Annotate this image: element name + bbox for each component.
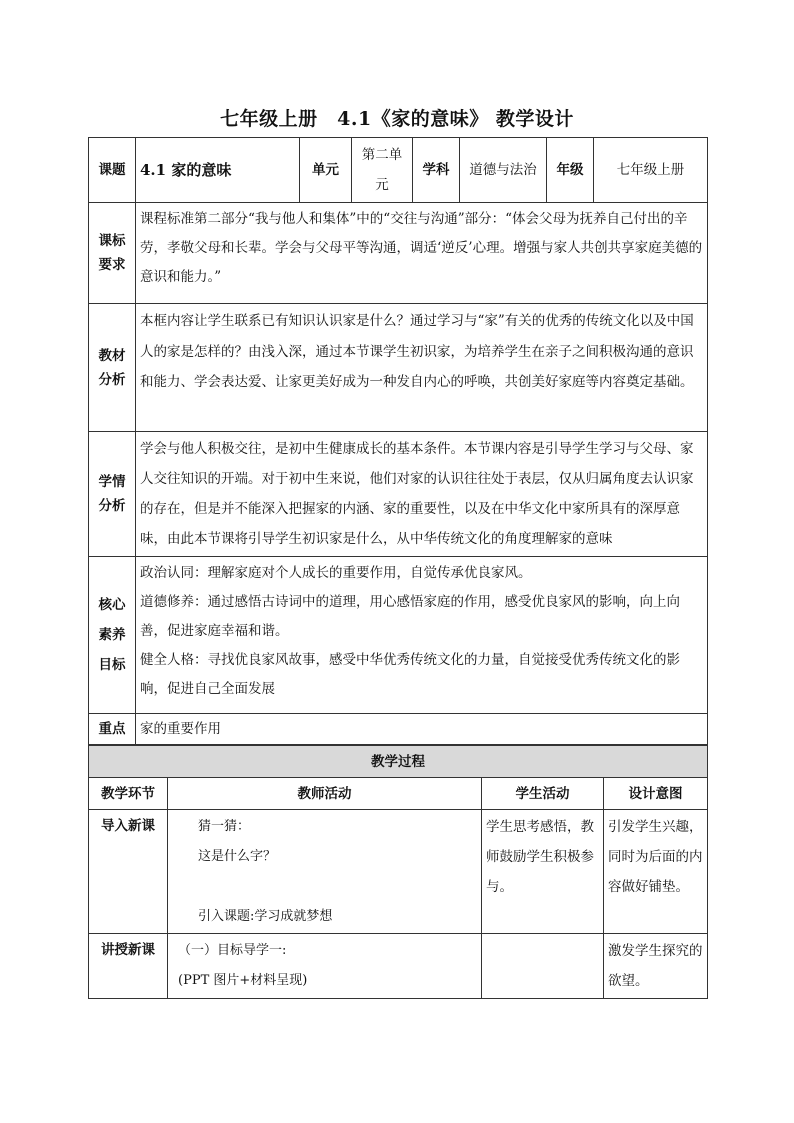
process-header-row [89,778,708,810]
subject-value: 道德与法治 [460,138,547,203]
topic-value: 4.1 家的意味 [136,138,300,203]
standard-text: 课程标准第二部分“我与他人和集体”中的“交往与沟通”部分：“体会父母为抚养自己付出的辛劳，孝敬父母和长辈。学会与父母平等沟通，调适‘逆反’心理。增强与家人共创共享家庭美德的意识和能力。” [136,203,708,304]
teacher-line: 这是什么字？ [198,849,277,864]
info-row [89,138,708,203]
process-title-row [89,746,708,778]
subject-label: 学科 [413,138,460,203]
grade-label: 年级 [547,138,594,203]
goal-personality: 健全人格：寻找优良家风故事，感受中华优秀传统文化的力量，自觉接受优秀传统文化的影响，促进自己全面发展 [140,652,680,697]
core-literacy-row [89,557,708,714]
teacher-activity-intro [168,810,482,934]
stage-new-lesson: 讲授新课 [89,934,168,999]
teacher-line: (PPT 图片+材料呈现) [178,973,308,988]
unit-value: 第二单元 [352,138,413,203]
goal-moral: 道德修养：通过感悟古诗词中的道理，用心感悟家庭的作用，感受优良家风的影响，向上向善，促进家庭幸福和谐。 [140,594,680,639]
header-teacher: 教师活动 [168,778,482,810]
key-point-label: 重点 [89,714,136,745]
teacher-line: 猜一猜： [198,819,251,834]
textbook-label: 教材 分析 [89,304,136,432]
lesson-info-table [88,137,708,776]
intent-intro: 引发学生兴趣，同时为后面的内容做好铺垫。 [604,810,708,934]
difficult-point-text: 家风的作用 [136,745,708,776]
student-analysis-text: 学会与他人积极交往，是初中生健康成长的基本条件。本节课内容是引导学生学习与父母、家人交往知识的开端。对于初中生来说，他们对家的认识往往处于表层，仅从归属角度去认识家的存在，但是并不能深入把握家的内涵、家的重要性，以及在中华文化中家所具有的深厚意味，由此本节课将引导学生初识家是什么，从中华传统文化的角度理解家的意味 [136,432,708,557]
teacher-line [168,872,481,902]
stage-intro: 导入新课 [89,810,168,934]
document-title: 七年级上册 4.1《家的意味》 教学设计 [220,108,574,130]
core-literacy-goals [136,557,708,714]
student-analysis-label: 学情 分析 [89,432,136,557]
teacher-activity-new-lesson [168,934,482,999]
intent-new-lesson: 激发学生探究的欲望。 [604,934,708,999]
student-analysis-row [89,432,708,557]
grade-value: 七年级上册 [594,138,708,203]
difficult-point-label: 难点 [89,745,136,776]
goal-political: 政治认同：理解家庭对个人成长的重要作用，自觉传承优良家风。 [140,565,532,581]
student-activity-new-lesson [482,934,604,999]
process-row-intro [89,810,708,934]
teaching-process-table [88,745,708,999]
textbook-text: 本框内容让学生联系已有知识认识家是什么？通过学习与“家”有关的优秀的传统文化以及中国人的家是怎样的？由浅入深，通过本节课学生初识家，为培养学生在亲子之间积极沟通的意识和能力、学会表达爱、让家更美好成为一种发自内心的呼唤，共创美好家庭等内容奠定基础。 [136,304,708,432]
textbook-row [89,304,708,432]
student-activity-intro: 学生思考感悟，教师鼓励学生积极参与。 [482,810,604,934]
key-point-row [89,714,708,745]
teacher-line: 引入课题:学习成就梦想 [198,909,333,924]
header-intent: 设计意图 [604,778,708,810]
header-student: 学生活动 [482,778,604,810]
topic-label: 课题 [89,138,136,203]
standard-row [89,203,708,304]
unit-label: 单元 [300,138,352,203]
core-literacy-label: 核心 素养 目标 [89,557,136,714]
process-row-new-lesson [89,934,708,999]
standard-label: 课标 要求 [89,203,136,304]
key-point-text: 家的重要作用 [136,714,708,745]
teacher-line: （一）目标导学一: [178,943,287,958]
header-stage: 教学环节 [89,778,168,810]
process-title: 教学过程 [89,746,708,778]
